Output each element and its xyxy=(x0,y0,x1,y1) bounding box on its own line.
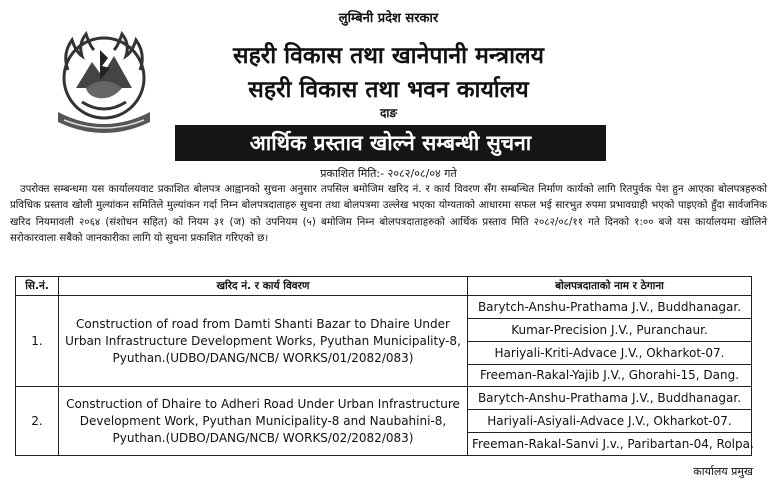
header-work-description: खरिद नं. र कार्य विवरण xyxy=(59,277,468,296)
table-row xyxy=(16,296,752,319)
signatory-title: कार्यालय प्रमुख xyxy=(693,465,753,478)
bidder-name: Freeman-Rakal-Yajib J.V., Ghorahi-15, Dang. xyxy=(468,364,752,387)
table-row xyxy=(16,387,752,410)
row-work-description: Construction of Dhaire to Adheri Road Under Urban Infrastructure Development Work, Pyuthan Municipality-8 and Naubahini-8, Pyuthan.(UDBO/DANG/NCB/ WORKS/02/2082/083) xyxy=(59,387,468,456)
header-serial-number: सि.नं. xyxy=(16,277,59,296)
ministry-name: सहरी विकास तथा खानेपानी मन्त्रालय xyxy=(233,43,544,69)
notice-title: आर्थिक प्रस्ताव खोल्ने सम्बन्धी सुचना xyxy=(175,125,606,161)
bidder-name: Freeman-Rakal-Sanvi J.v., Paribartan-04, Rolpa. xyxy=(468,433,752,456)
bidder-name: Hariyali-Kriti-Advace J.V., Okharkot-07. xyxy=(468,341,752,364)
row-work-description: Construction of road from Damti Shanti Bazar to Dhaire Under Urban Infrastructure Development Works, Pyuthan Municipality-8, Pyuthan.(UDBO/DANG/NCB/ WORKS/01/2082/083) xyxy=(59,296,468,387)
office-name: सहरी विकास तथा भवन कार्यालय xyxy=(248,77,529,103)
government-name: लुम्बिनी प्रदेश सरकार xyxy=(338,11,439,26)
notice-body: उपरोक्त सम्बन्धमा यस कार्यालयवाट प्रकाशित बोलपत्र आह्वानको सुचना अनुसार तपसिल बमोजिम खरिद नं. र कार्य विवरण सँग सम्बन्धित निर्माण कार्यको लागि रितपुर्वक पेश हुन आएका बोलपत्रहरुको प्रविधिक प्रस्ताव खोली मुल्यांकन समितिले मुल्यांकन गर्दा निम्न बोलपत्रदाताहरु सुचना तथा बोलपत्रमा उल्लेख भएका योग्यताको आधारमा सफल भई सारभुत रुपमा प्रभावग्राही भएको पाइएको हुँदा सार्वजनिक खरिद नियमावली २०६४ (संशोधन सहित) को नियम ३१ (ज) को उपनियम (५) बमोजिम निम्न बोलपत्रदाताहरुको आर्थिक प्रस्ताव मिति २०८२/०८/११ गते दिनको १:०० बजे यस कार्यालयमा खोलिने सरोकारवाला सबैको जानकारीका लागि यो सुचना प्रकाशित गरिएको छ। xyxy=(10,184,767,245)
bidder-name: Barytch-Anshu-Prathama J.V., Buddhanagar. xyxy=(468,296,752,319)
bidder-name: Hariyali-Asiyali-Advace J.V., Okharkot-07. xyxy=(468,410,752,433)
header-bidders: बोलपत्रदाताको नाम र ठेगाना xyxy=(468,277,752,296)
bidder-name: Barytch-Anshu-Prathama J.V., Buddhanagar. xyxy=(468,387,752,410)
bidders-table xyxy=(15,276,752,456)
row-serial-number: 2. xyxy=(16,387,59,456)
office-location: दाङ xyxy=(379,106,398,120)
published-date: प्रकाशित मिति:- २०८२/०८/०४ गते xyxy=(320,167,457,180)
row-serial-number: 1. xyxy=(16,296,59,387)
table-header-row xyxy=(16,277,752,296)
bidder-name: Kumar-Precision J.V., Puranchaur. xyxy=(468,318,752,341)
